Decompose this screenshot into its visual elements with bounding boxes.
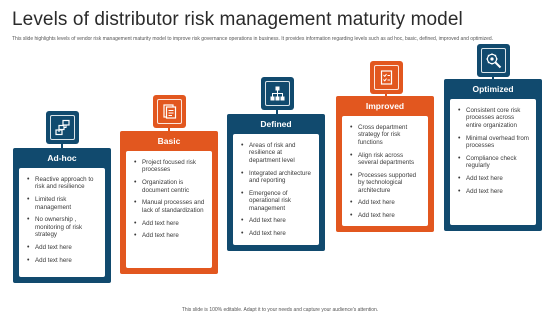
list-item: • Minimal overhead from processes [458, 135, 531, 150]
list-item: • Add text here [27, 244, 100, 251]
list-item: • Organization is document centric [134, 179, 207, 194]
list-item: • Consistent core risk processes across entire organization [458, 107, 531, 129]
list-item: • Add text here [27, 257, 100, 264]
level-card-defined [227, 114, 325, 251]
list-item: • Processes supported by technological architecture [350, 172, 423, 194]
page-footer: This slide is 100% editable. Adapt it to your needs and capture your audience's attention. [181, 307, 379, 313]
document-icon [161, 103, 178, 120]
level-title: Ad-hoc [47, 153, 77, 163]
level-title: Defined [260, 119, 292, 129]
level-body [233, 134, 319, 245]
list-item: • Add text here [241, 217, 314, 224]
list-item: • Align risk across several departments [350, 152, 423, 167]
level-card-basic [120, 131, 218, 274]
level-title: Improved [365, 101, 405, 111]
level-title: Basic [157, 136, 181, 146]
list-item: • Manual processes and lack of standardization [134, 199, 207, 214]
improved-icon-box [370, 61, 403, 94]
gear-search-icon [485, 52, 502, 69]
level-body [19, 168, 105, 277]
list-item: • Areas of risk and resilience at department level [241, 142, 314, 164]
list-item: • Add text here [458, 175, 531, 182]
list-item: • Add text here [350, 199, 423, 206]
level-card-improved [336, 96, 434, 232]
checklist-icon [378, 69, 395, 86]
level-card-optimized [444, 79, 542, 231]
list-item: • Add text here [134, 232, 207, 239]
level-body [450, 99, 536, 225]
list-item: • Compliance check regularly [458, 155, 531, 170]
defined-icon-box [261, 77, 294, 110]
page-title: Levels of distributor risk management maturity model [12, 9, 463, 30]
basic-icon-box [153, 95, 186, 128]
list-item: • Limited risk management [27, 196, 100, 211]
level-body [342, 116, 428, 226]
page-subtitle: This slide highlights levels of vendor risk management maturity model to improve risk governance operations in business. It provides information regarding levels such as ad hoc, basic, defined, improved and optimized. [12, 36, 494, 42]
level-card-adhoc [13, 148, 111, 283]
list-item: • Integrated architecture and reporting [241, 170, 314, 185]
list-item: • No ownership , monitoring of risk strategy [27, 216, 100, 238]
optimized-icon-box [477, 44, 510, 77]
list-item: • Emergence of operational risk management [241, 190, 314, 212]
flowchart-icon [54, 119, 71, 136]
level-body [126, 151, 212, 268]
list-item: • Add text here [241, 230, 314, 237]
list-item: • Project focused risk processes [134, 159, 207, 174]
level-title: Optimized [472, 84, 514, 94]
list-item: • Reactive approach to risk and resilience [27, 176, 100, 191]
network-icon [269, 85, 286, 102]
list-item: • Add text here [350, 212, 423, 219]
list-item: • Add text here [134, 220, 207, 227]
adhoc-icon-box [46, 111, 79, 144]
list-item: • Cross department strategy for risk functions [350, 124, 423, 146]
list-item: • Add text here [458, 188, 531, 195]
